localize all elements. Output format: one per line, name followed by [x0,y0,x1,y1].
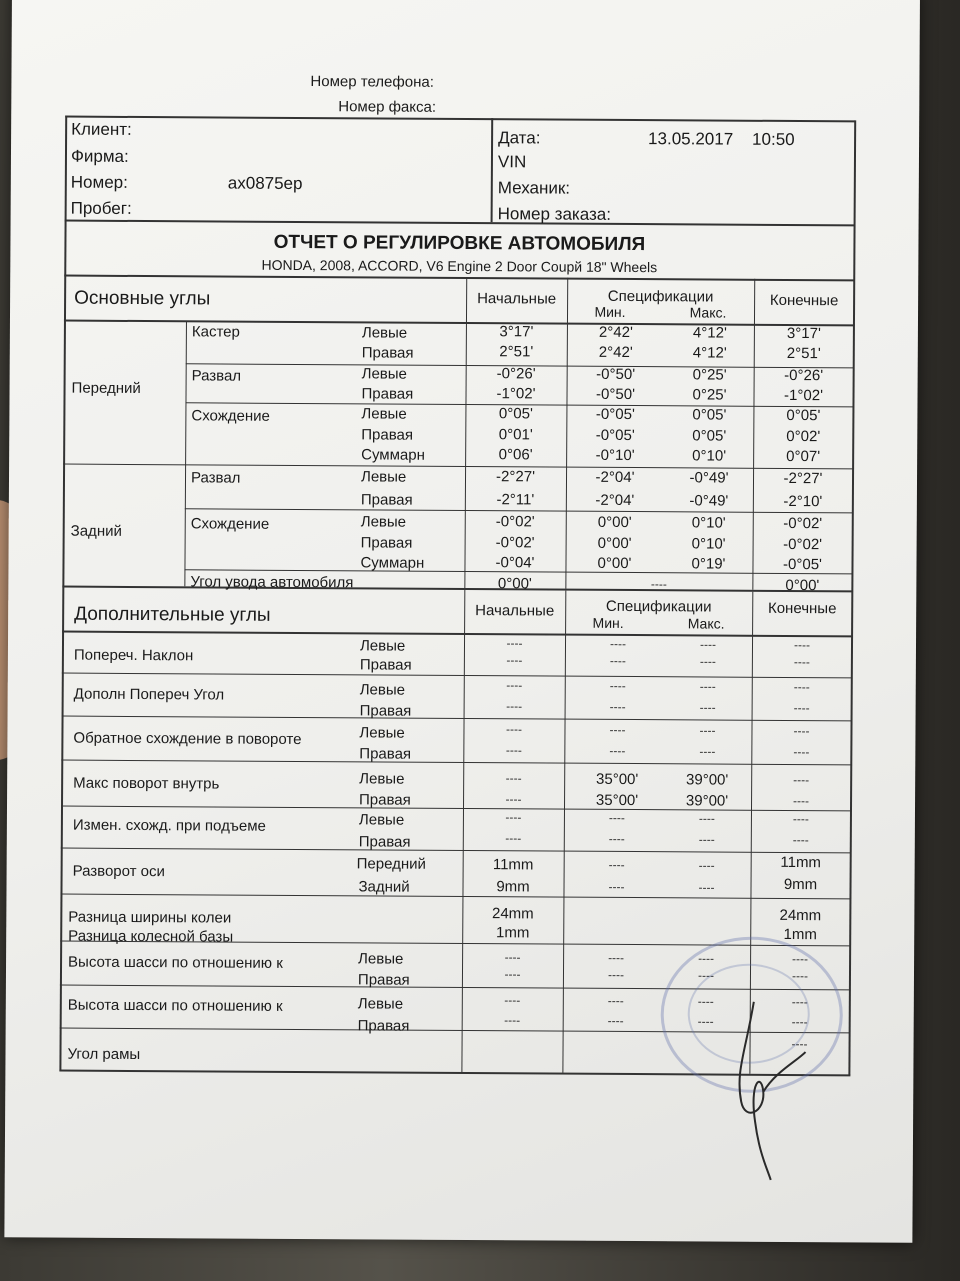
dash-min: ---- [608,810,625,825]
dash-final: ---- [793,655,810,670]
dash-final: ---- [793,794,810,809]
setback-rear-final: 9mm [783,875,818,894]
main-cell-max: 0°05' [692,427,727,445]
dash-initial: ---- [504,967,521,982]
track-diff-final: 24mm [779,906,822,925]
wheelbase-diff-final: 1mm [783,925,817,944]
dash-final: ---- [793,773,810,788]
extra-col-final: Конечные [767,599,837,618]
dash-initial: ---- [506,653,523,668]
dash-final: ---- [793,701,810,716]
max-turn-label: Макс поворот внутрь [73,774,220,793]
dash-initial: ---- [505,771,522,786]
side-left: Левые [361,405,407,423]
side-left: Левые [359,681,406,699]
main-cell-initial: 0°05' [498,405,533,423]
thrust-spec: ---- [650,577,667,592]
extra-col-min: Мин. [592,614,624,631]
main-cell-final: -2°27' [783,469,823,488]
side-front: Передний [356,855,426,873]
side-right: Правая [358,791,411,809]
side-total: Суммарн [360,554,425,572]
setback-rear-initial: 9mm [496,878,530,896]
side-left: Левые [359,637,406,655]
max-turn-min-right: 35°00' [595,791,639,810]
front-label: Передний [71,379,141,398]
side-right: Правая [358,833,411,851]
main-cell-min: -0°05' [595,405,635,424]
dash-final: ---- [791,1037,808,1052]
extra-col-spec: Спецификации [605,597,712,616]
thrust-initial: 0°00' [497,575,532,593]
frame-top [65,116,855,123]
max-turn-max-left: 39°00' [686,771,729,789]
main-col-spec: Спецификации [607,287,714,306]
dash-initial: ---- [504,1013,521,1028]
main-cell-final: -1°02' [784,386,824,405]
dash-min: ---- [609,636,627,651]
thrust-final: 0°00' [785,576,820,595]
date-value: 13.05.2017 [648,129,734,149]
side-left: Левые [360,468,407,486]
main-cell-initial: 0°01' [498,426,533,444]
main-cell-max: 0°10' [691,514,726,532]
track-diff-initial: 24mm [491,905,534,923]
side-right: Правая [360,491,413,509]
main-cell-final: -0°26' [784,366,824,385]
dash-max: ---- [699,744,716,759]
wheelbase-diff-label: Разница колесной базы [68,927,234,946]
main-cell-initial: -0°04' [495,554,535,572]
frame-angle-label: Угол рамы [67,1045,141,1064]
dash-max: ---- [698,951,715,966]
setback-front-initial: 11mm [492,856,534,874]
header-bottom-line [65,220,855,227]
mechanic-label: Механик: [497,178,571,198]
dash-initial: ---- [506,678,523,693]
camber-label: Развал [191,367,242,385]
dash-min: ---- [608,950,625,965]
dash-min: ---- [609,678,626,693]
main-cell-max: 0°10' [692,447,727,465]
dash-min: ---- [608,831,625,846]
dash-max: ---- [697,1014,714,1029]
dash-final: ---- [793,638,811,653]
side-left: Левые [359,724,405,742]
main-cell-final: -0°02' [783,535,823,554]
main-cell-final: 2°51' [786,344,821,363]
main-cell-final: -2°10' [783,492,823,511]
caster-label: Кастер [191,323,240,341]
side-right: Правая [359,702,412,720]
dash-min: ---- [609,699,626,714]
main-cell-min: -0°05' [595,426,635,445]
dash-max: ---- [697,994,714,1009]
rear-toe-label: Схождение [190,515,270,533]
time-value: 10:50 [752,129,795,150]
main-cell-final: -0°05' [782,555,822,574]
dash-initial: ---- [506,699,523,714]
dash-max: ---- [699,700,716,715]
main-col-line-label [184,321,187,586]
ride-height-label-2: Высота шасси по отношению к [67,996,283,1015]
side-right: Правая [361,344,414,362]
dash-initial: ---- [505,792,522,807]
main-cell-initial: 3°17' [499,323,534,341]
firm-label: Фирма: [70,146,129,166]
side-left: Левые [359,770,405,788]
main-cell-max: 0°05' [692,406,727,424]
main-cell-min: -2°04' [595,491,635,510]
signature [705,991,826,1182]
main-cell-min: 2°42' [598,343,633,362]
dash-initial: ---- [505,810,522,825]
dash-max: ---- [699,637,717,652]
main-cell-initial: 2°51' [499,343,534,361]
main-cell-initial: -2°27' [496,468,536,486]
dash-final: ---- [793,745,810,760]
main-cell-final: 3°17' [786,324,821,343]
mileage-label: Пробег: [70,198,132,218]
dash-final: ---- [792,952,809,967]
main-col-final: Конечные [769,291,839,310]
main-cell-initial: -1°02' [496,385,536,403]
main-cell-min: 0°00' [597,554,632,573]
side-right: Правая [357,1017,410,1035]
dash-min: ---- [608,879,625,894]
side-left: Левые [361,324,408,342]
dash-min: ---- [607,993,624,1008]
side-right: Правая [361,385,414,403]
report-sheet [4,0,920,1243]
main-cell-min: 2°42' [598,323,633,342]
dash-min: ---- [609,722,626,737]
report-subtitle: HONDA, 2008, ACCORD, V6 Engine 2 Door Coupй 18" Wheels [261,256,658,276]
bump-steer-label: Измен. схожд. при подъеме [72,816,266,835]
side-right: Правая [359,745,412,763]
sai-label: Попереч. Наклон [73,646,194,665]
fax-label: Номер факса: [338,98,437,116]
extra-col-max: Макс. [687,615,725,632]
dash-initial: ---- [504,950,521,965]
order-label: Номер заказа: [497,204,612,224]
side-rear: Задний [358,878,410,896]
main-cell-initial: -0°02' [495,513,535,531]
max-turn-min-left: 35°00' [596,770,639,789]
header-divider [491,118,494,222]
main-cell-final: 0°07' [786,447,821,466]
included-label: Дополн Попереч Угол [73,685,225,704]
extra-section-title: Дополнительные углы [74,603,271,626]
side-left: Левые [361,365,407,383]
setback-front-final: 11mm [780,853,822,872]
number-label: Номер: [70,172,128,192]
dash-min: ---- [607,1013,624,1028]
main-cell-final: -0°02' [783,514,823,533]
dash-final: ---- [792,833,809,848]
extra-row-line [62,673,852,679]
dash-final: ---- [792,812,809,827]
side-left: Левые [358,811,405,829]
dash-max: ---- [698,832,715,847]
main-cell-min: 0°00' [597,534,632,553]
dash-initial: ---- [505,743,522,758]
main-cell-initial: -2°11' [496,491,535,509]
side-left: Левые [360,513,407,531]
side-left: Левые [357,995,404,1013]
dash-initial: ---- [504,993,521,1008]
side-right: Правая [359,656,412,674]
toe-label: Схождение [191,407,270,425]
main-cell-max: 0°19' [691,555,726,573]
main-cell-final: 0°02' [786,427,821,446]
dash-max: ---- [697,968,715,983]
toe-out-turn-label: Обратное схождение в повороте [73,729,302,749]
main-cell-max: 4°12' [692,344,727,362]
dash-min: ---- [609,743,626,758]
main-cell-initial: -0°02' [495,534,535,552]
wheelbase-diff-initial: 1mm [496,924,530,942]
dash-final: ---- [793,724,810,739]
side-right: Правая [360,534,413,552]
dash-final: ---- [791,969,809,984]
dash-min: ---- [607,967,625,982]
setback-label: Разворот оси [72,862,165,881]
main-cell-min: -2°04' [595,468,635,487]
main-cell-max: 0°10' [691,535,726,553]
main-cell-min: -0°50' [596,365,636,384]
dash-min: ---- [608,857,625,872]
dash-final: ---- [793,680,810,695]
max-turn-max-right: 39°00' [685,792,729,810]
dash-max: ---- [699,654,716,669]
dash-min: ---- [609,653,626,668]
side-right: Правая [357,971,410,989]
track-diff-label: Разница ширины колеи [68,908,232,927]
dash-initial: ---- [506,636,523,651]
main-cell-max: 4°12' [692,324,727,342]
main-cell-max: 0°25' [692,366,727,384]
main-cell-min: -0°10' [595,446,635,465]
main-cell-initial: 0°06' [498,446,533,464]
dash-max: ---- [699,679,716,694]
rear-label: Задний [70,522,122,540]
dash-max: ---- [698,858,715,873]
side-right: Правая [361,426,414,444]
main-cell-max: 0°25' [692,386,727,404]
main-cell-min: -0°50' [596,385,636,404]
main-cell-max: -0°49' [689,469,729,487]
dash-max: ---- [698,880,715,895]
main-cell-final: 0°05' [786,406,821,425]
main-cell-min: 0°00' [597,513,632,532]
date-label: Дата: [498,128,541,148]
side-left: Левые [358,950,404,968]
client-label: Клиент: [71,119,132,139]
rear-camber-label: Развал [190,469,241,487]
number-value: ax0875ep [227,173,303,194]
ride-height-label: Высота шасси по отношению к [68,953,283,972]
dash-final: ---- [791,1015,808,1030]
side-total: Суммарн [361,446,425,464]
main-cell-max: -0°49' [689,492,729,510]
dash-max: ---- [698,811,715,826]
dash-initial: ---- [505,722,523,737]
vin-label: VIN [497,152,527,172]
main-cell-initial: -0°26' [496,365,536,383]
dash-max: ---- [699,723,716,738]
report-title: ОТЧЕТ О РЕГУЛИРОВКЕ АВТОМОБИЛЯ [273,231,646,256]
thrust-label: Угол увода автомобиля [190,573,354,592]
dash-initial: ---- [505,831,522,846]
dash-final: ---- [791,995,808,1010]
main-col-min: Мин. [594,303,626,320]
main-col-max: Макс. [689,304,727,321]
main-col-initial: Начальные [477,290,557,308]
extra-col-initial: Начальные [475,602,555,620]
main-section-title: Основные углы [74,287,211,310]
phone-label: Номер телефона: [310,73,434,91]
